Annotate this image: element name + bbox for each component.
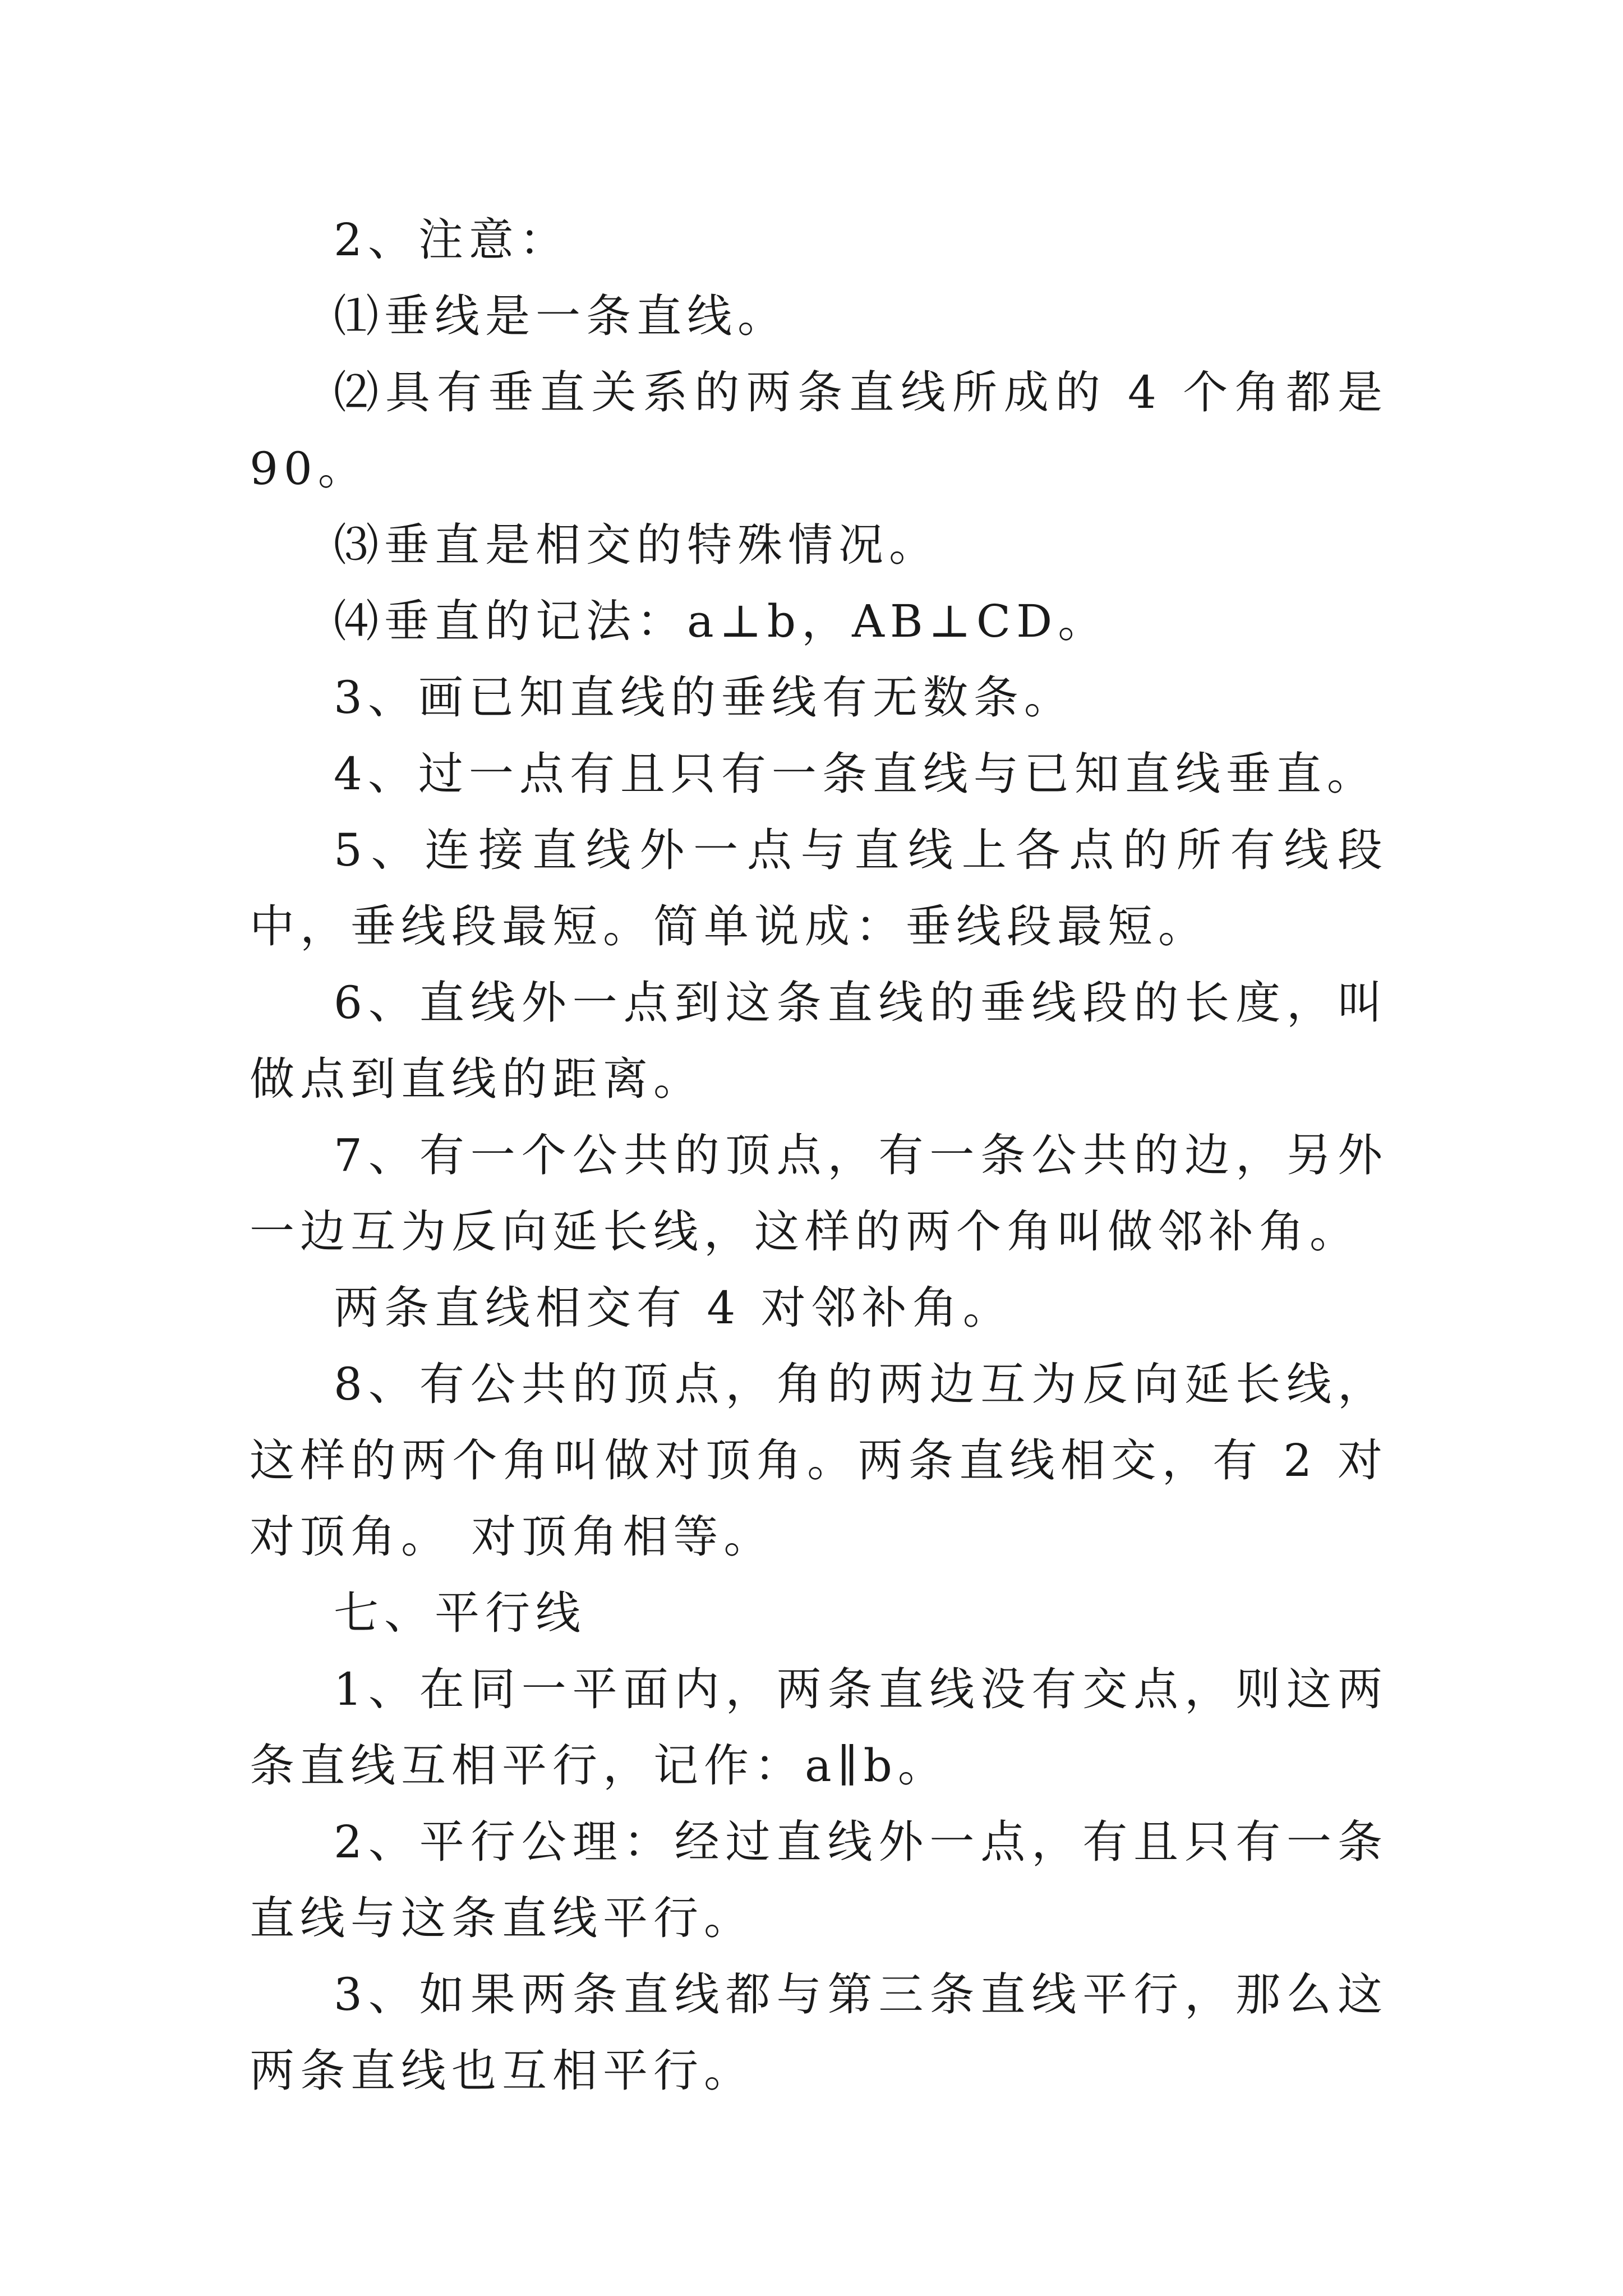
paragraph-note-4: ⑷垂直的记法：a⊥b，AB⊥CD。: [334, 595, 1109, 647]
paragraph-point-7: 7、有一个公共的顶点，有一条公共的边，另外一边互为反向延长线，这样的两个角叫做邻补角。: [250, 1129, 1388, 1258]
paragraph-note-1: ⑴垂线是一条直线。: [334, 290, 788, 342]
paragraph-point-3: 3、画已知直线的垂线有无数条。: [334, 671, 1075, 724]
paragraph-parallel-2: 2、平行公理：经过直线外一点，有且只有一条直线与这条直线平行。: [250, 1816, 1388, 1944]
paragraph-note-2: ⑵具有垂直关系的两条直线所成的 4 个角都是 90。: [250, 366, 1388, 495]
paragraph-point-8: 8、有公共的顶点，角的两边互为反向延长线，这样的两个角叫做对顶角。两条直线相交，有 2 对对顶角。 对顶角相等。: [250, 1358, 1388, 1563]
document-body: [250, 202, 1388, 2109]
paragraph-point-6: 6、直线外一点到这条直线的垂线段的长度，叫做点到直线的距离。: [250, 977, 1388, 1105]
paragraph-note-heading: 2、注意：: [334, 214, 570, 266]
paragraph-parallel-3: 3、如果两条直线都与第三条直线平行，那么这两条直线也互相平行。: [250, 1968, 1388, 2097]
paragraph-point-4: 4、过一点有且只有一条直线与已知直线垂直。: [334, 748, 1377, 800]
paragraph-note-3: ⑶垂直是相交的特殊情况。: [334, 519, 939, 571]
paragraph-adjacent-angles: 两条直线相交有 4 对邻补角。: [334, 1282, 1013, 1334]
paragraph-point-5: 5、连接直线外一点与直线上各点的所有线段中，垂线段最短。简单说成：垂线段最短。: [250, 824, 1388, 953]
section-heading-parallel-lines: 七、平行线: [334, 1587, 586, 1639]
paragraph-parallel-1: 1、在同一平面内，两条直线没有交点，则这两条直线互相平行，记作：a∥b。: [250, 1663, 1388, 1792]
